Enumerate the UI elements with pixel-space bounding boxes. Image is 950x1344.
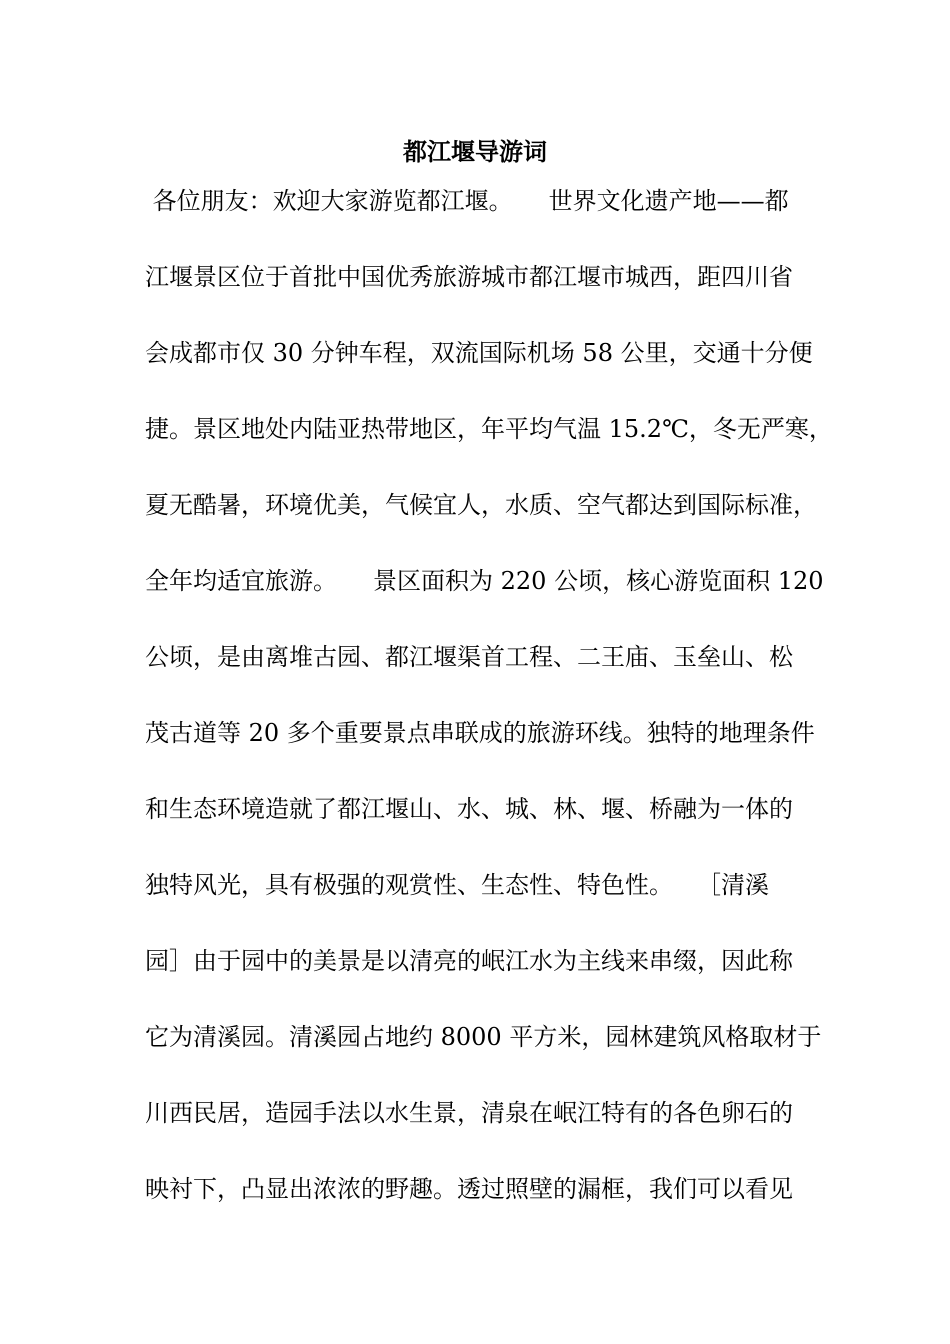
body-line: 公顷，是由离堆古园、都江堰渠首工程、二王庙、玉垒山、松: [145, 643, 793, 671]
body-line: 它为清溪园。清溪园占地约 8000 平方米，园林建筑风格取材于: [145, 1023, 822, 1051]
body-line: 和生态环境造就了都江堰山、水、城、林、堰、桥融为一体的: [145, 795, 793, 823]
body-line: 江堰景区位于首批中国优秀旅游城市都江堰市城西，距四川省: [145, 263, 793, 291]
document-title: 都江堰导游词: [403, 138, 547, 166]
document-body: [145, 182, 833, 1246]
body-line: 川西民居，造园手法以水生景，清泉在岷江特有的各色卵石的: [145, 1099, 793, 1127]
body-line: 独特风光，具有极强的观赏性、生态性、特色性。 ［清溪: [145, 871, 769, 899]
body-line: 各位朋友：欢迎大家游览都江堰。 世界文化遗产地——都: [145, 187, 789, 215]
body-line: 茂古道等 20 多个重要景点串联成的旅游环线。独特的地理条件: [145, 719, 815, 747]
body-line: 会成都市仅 30 分钟车程，双流国际机场 58 公里，交通十分便: [145, 339, 813, 367]
body-line: 夏无酷暑，环境优美，气候宜人，水质、空气都达到国际标准，: [145, 491, 817, 519]
body-line: 映衬下，凸显出浓浓的野趣。透过照壁的漏框，我们可以看见: [145, 1175, 793, 1203]
body-line: 园］由于园中的美景是以清亮的岷江水为主线来串缀，因此称: [145, 947, 793, 975]
body-line: 捷。景区地处内陆亚热带地区，年平均气温 15.2℃，冬无严寒，: [145, 415, 833, 443]
body-line: 全年均适宜旅游。 景区面积为 220 公顷，核心游览面积 120: [145, 567, 824, 595]
